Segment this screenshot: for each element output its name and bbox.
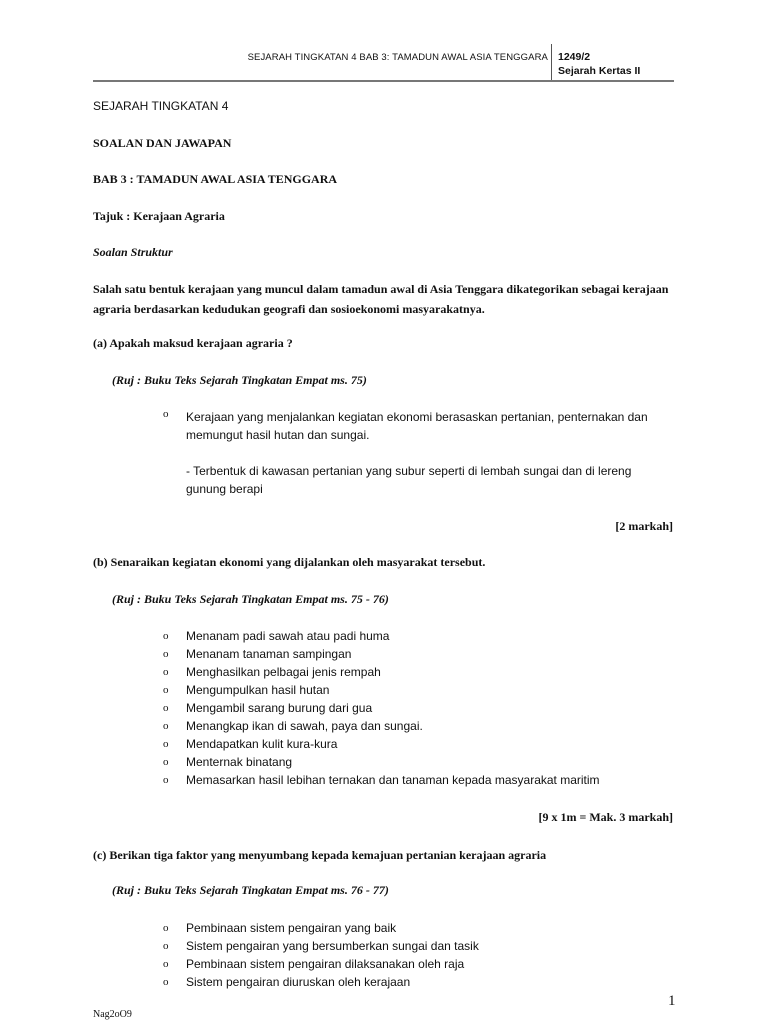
running-header: SEJARAH TINGKATAN 4 BAB 3: TAMADUN AWAL ASIA TENGGARA	[247, 52, 548, 63]
list-item-text: Pembinaan sistem pengairan yang baik	[186, 921, 397, 935]
list-item-text: Sistem pengairan yang bersumberkan sungai dan tasik	[186, 939, 479, 953]
list-item	[163, 937, 479, 955]
activity-list	[163, 627, 600, 789]
bullet-marker: o	[163, 408, 169, 420]
bullet-marker: o	[163, 630, 169, 642]
bullet-marker: o	[163, 648, 169, 660]
list-item	[163, 717, 600, 735]
question-a: (a) Apakah maksud kerajaan agraria ?	[93, 336, 293, 350]
list-item	[163, 919, 479, 937]
answer-a-note: - Terbentuk di kawasan pertanian yang subur seperti di lembah sungai dan di lereng gunung berapi	[186, 464, 632, 496]
bullet-marker: o	[163, 958, 169, 970]
bullet-marker: o	[163, 774, 169, 786]
list-item-text: Menanam tanaman sampingan	[186, 647, 352, 661]
list-item-text: Menangkap ikan di sawah, paya dan sungai.	[186, 719, 423, 733]
list-item	[163, 699, 600, 717]
marks-b: [9 x 1m = Mak. 3 markah]	[538, 810, 673, 824]
answer-a-definition: Kerajaan yang menjalankan kegiatan ekonomi berasaskan pertanian, penternakan dan memungut hasil hutan dan sungai.	[186, 410, 648, 442]
question-b: (b) Senaraikan kegiatan ekonomi yang dijalankan oleh masyarakat tersebut.	[93, 555, 486, 569]
list-item	[163, 735, 600, 753]
header-rule	[93, 80, 674, 82]
list-item	[163, 955, 479, 973]
document-subtitle: SOALAN DAN JAWAPAN	[93, 136, 232, 150]
bullet-marker: o	[163, 738, 169, 750]
bullet-marker: o	[163, 702, 169, 714]
chapter-heading: BAB 3 : TAMADUN AWAL ASIA TENGGARA	[93, 172, 338, 186]
reference-a: (Ruj : Buku Teks Sejarah Tingkatan Empat ms. 75)	[112, 373, 367, 387]
bullet-marker: o	[163, 684, 169, 696]
factor-list	[163, 919, 479, 991]
reference-c: (Ruj : Buku Teks Sejarah Tingkatan Empat ms. 76 - 77)	[112, 883, 389, 897]
footer-code: Nag2oO9	[93, 1009, 132, 1020]
bullet-marker: o	[163, 940, 169, 952]
list-item-text: Menternak binatang	[186, 755, 293, 769]
document-title: SEJARAH TINGKATAN 4	[93, 99, 229, 113]
list-item	[163, 753, 600, 771]
intro-paragraph: Salah satu bentuk kerajaan yang muncul dalam tamadun awal di Asia Tenggara dikategorikan sebagai kerajaan agraria berdasarkan kedudukan geografi dan sosioekonomi masyarakatnya.	[93, 282, 669, 316]
reference-b: (Ruj : Buku Teks Sejarah Tingkatan Empat ms. 75 - 76)	[112, 592, 389, 606]
list-item-text: Pembinaan sistem pengairan dilaksanakan oleh raja	[186, 957, 465, 971]
list-item	[163, 681, 600, 699]
list-item-text: Mengumpulkan hasil hutan	[186, 683, 330, 697]
paper-code: 1249/2	[558, 51, 591, 63]
bullet-marker: o	[163, 976, 169, 988]
list-item-text: Mengambil sarang burung dari gua	[186, 701, 373, 715]
bullet-marker: o	[163, 922, 169, 934]
list-item	[163, 973, 479, 991]
list-item	[163, 771, 600, 789]
paper-subject: Sejarah Kertas II	[558, 65, 641, 77]
topic-heading: Tajuk : Kerajaan Agraria	[93, 209, 225, 223]
bullet-marker: o	[163, 666, 169, 678]
list-item	[163, 645, 600, 663]
list-item-text: Sistem pengairan diuruskan oleh kerajaan	[186, 975, 411, 989]
section-heading: Soalan Struktur	[93, 245, 173, 259]
header-divider	[551, 44, 552, 80]
list-item-text: Menghasilkan pelbagai jenis rempah	[186, 665, 381, 679]
list-item-text: Menanam padi sawah atau padi huma	[186, 629, 390, 643]
marks-a: [2 markah]	[615, 519, 673, 533]
bullet-marker: o	[163, 756, 169, 768]
list-item-text: Mendapatkan kulit kura-kura	[186, 737, 338, 751]
bullet-marker: o	[163, 720, 169, 732]
list-item	[163, 627, 600, 645]
question-c: (c) Berikan tiga faktor yang menyumbang kepada kemajuan pertanian kerajaan agraria	[93, 848, 547, 862]
list-item	[163, 663, 600, 681]
list-item-text: Memasarkan hasil lebihan ternakan dan tanaman kepada masyarakat maritim	[186, 773, 600, 787]
page-number: 1	[668, 993, 676, 1009]
